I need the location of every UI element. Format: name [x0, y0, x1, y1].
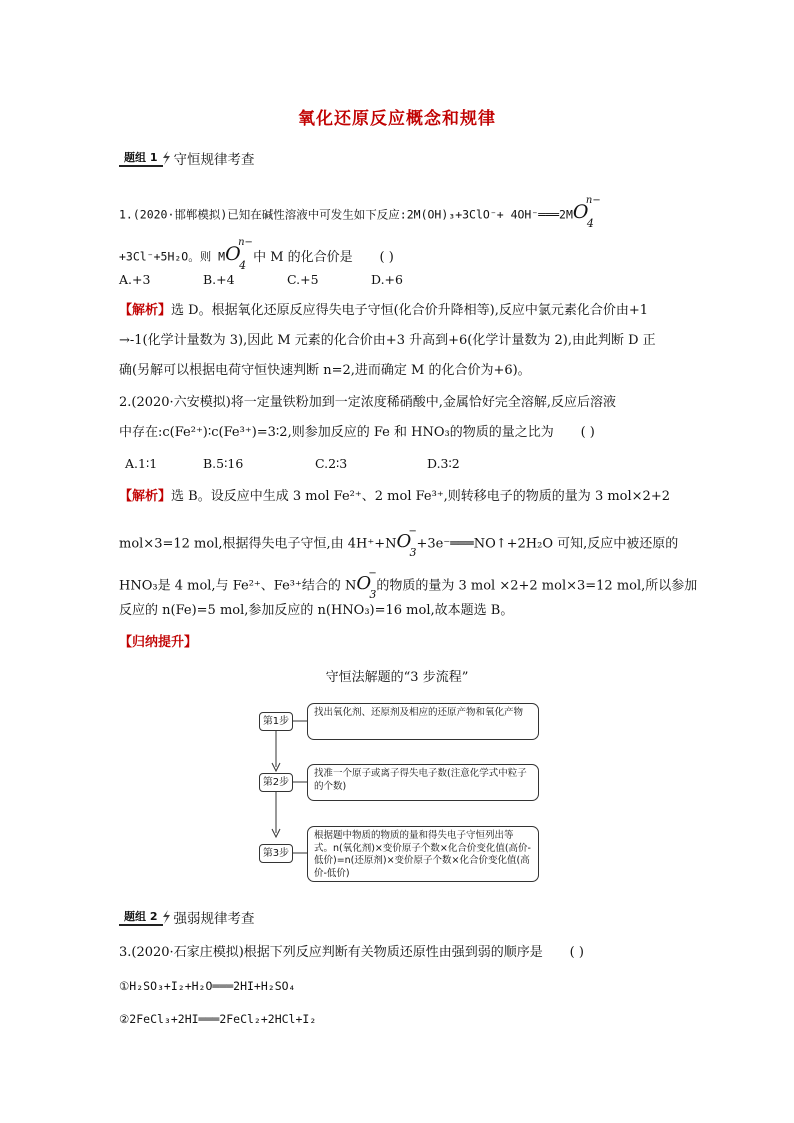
q1-option-a: A.+3: [119, 272, 151, 287]
page-title: 氧化还原反应概念和规律: [298, 109, 496, 129]
step-2-label: 第2步: [259, 773, 293, 792]
q1-ion-2: O n− 4: [225, 237, 253, 272]
a1-line-1: 【解析】选 D。根据氧化还原反应得失电子守恒(化合价升降相等),反应中氯元素化合价由+1: [119, 303, 649, 318]
q2-line-1: 2.(2020·六安模拟)将一定量铁粉加到一定浓度稀硝酸中,金属恰好完全溶解,反应后溶液: [119, 395, 617, 410]
q2-option-a: A.1∶1: [125, 456, 158, 471]
q1-option-b: B.+4: [203, 272, 235, 287]
a2-line-2: mol×3=12 mol,根据得失电子守恒,由 4H⁺+N O − 3 +3e⁻═══NO↑+2H₂O 可知,反应中被还原的: [119, 526, 679, 559]
lightning-icon: [161, 910, 171, 924]
nitrate-ion-2: O − 3: [356, 568, 377, 601]
group-2-badge: 题组 2: [119, 909, 163, 926]
q3-reaction-1: ①H₂SO₃+I₂+H₂O═══2HI+H₂SO₄: [119, 979, 296, 993]
step-3-label: 第3步: [259, 844, 293, 863]
a2-line-4: 反应的 n(Fe)=5 mol,参加反应的 n(HNO₃)=16 mol,故本题选 B。: [119, 603, 514, 618]
group-1-badge: 题组 1: [119, 150, 163, 167]
a2-line-1: 【解析】选 B。设反应中生成 3 mol Fe²⁺、2 mol Fe³⁺,则转移电子的物质的量为 3 mol×2+2: [119, 489, 670, 504]
group-2-header: [119, 907, 254, 927]
group-1-title: 守恒规律考查: [173, 152, 255, 168]
step-3-box: 根据题中物质的物质的量和得失电子守恒列出等式。n(氧化剂)×变价原子个数×化合价变化值(高价-低价)=n(还原剂)×变价原子个数×化合价变化值(高价-低价): [307, 826, 539, 882]
nitrate-ion: O − 3: [396, 526, 417, 559]
step-2-box: 找准一个原子或离子得失电子数(注意化学式中粒子的个数): [307, 764, 539, 801]
q1-option-c: C.+5: [287, 272, 319, 287]
a2-line-3: HNO₃是 4 mol,与 Fe²⁺、Fe³⁺结合的 N O − 3 的物质的量为 3 mol ×2+2 mol×3=12 mol,所以参加: [119, 568, 698, 601]
q2-option-b: B.5∶16: [203, 456, 244, 471]
summary-tag: 【归纳提升】: [119, 635, 198, 650]
a1-line-3: 确(另解可以根据电荷守恒快速判断 n=2,进而确定 M 的化合价为+6)。: [119, 363, 531, 378]
q2-option-d: D.3∶2: [427, 456, 460, 471]
a1-line-2: →-1(化学计量数为 3),因此 M 元素的化合价由+3 升高到+6(化学计量数为 2),由此判断 D 正: [119, 333, 656, 348]
group-2-title: 强弱规律考查: [173, 911, 255, 927]
flow-title: 守恒法解题的“3 步流程”: [325, 670, 469, 685]
q2-line-2: 中存在:c(Fe²⁺)∶c(Fe³⁺)=3∶2,则参加反应的 Fe 和 HNO₃的物质的量之比为 ( ): [119, 425, 595, 440]
q3-line-1: 3.(2020·石家庄模拟)根据下列反应判断有关物质还原性由强到弱的顺序是 ( ): [119, 945, 584, 960]
q1-ion: O n− 4: [572, 195, 601, 230]
q2-option-c: C.2∶3: [315, 456, 348, 471]
step-1-label: 第1步: [259, 712, 293, 731]
q1-line-1: 1.(2020·邯郸模拟)已知在碱性溶液中可发生如下反应:2M(OH)₃+3ClO⁻+ 4OH⁻═══2M O n− 4: [119, 195, 601, 230]
q3-reaction-2: ②2FeCl₃+2HI═══2FeCl₂+2HCl+I₂: [119, 1012, 317, 1026]
q1-line-2: +3Cl⁻+5H₂O。则 M O n− 4 中 M 的化合价是 ( ): [119, 237, 394, 272]
q1-option-d: D.+6: [371, 272, 403, 287]
step-1-box: 找出氧化剂、还原剂及相应的还原产物和氧化产物: [307, 703, 539, 740]
